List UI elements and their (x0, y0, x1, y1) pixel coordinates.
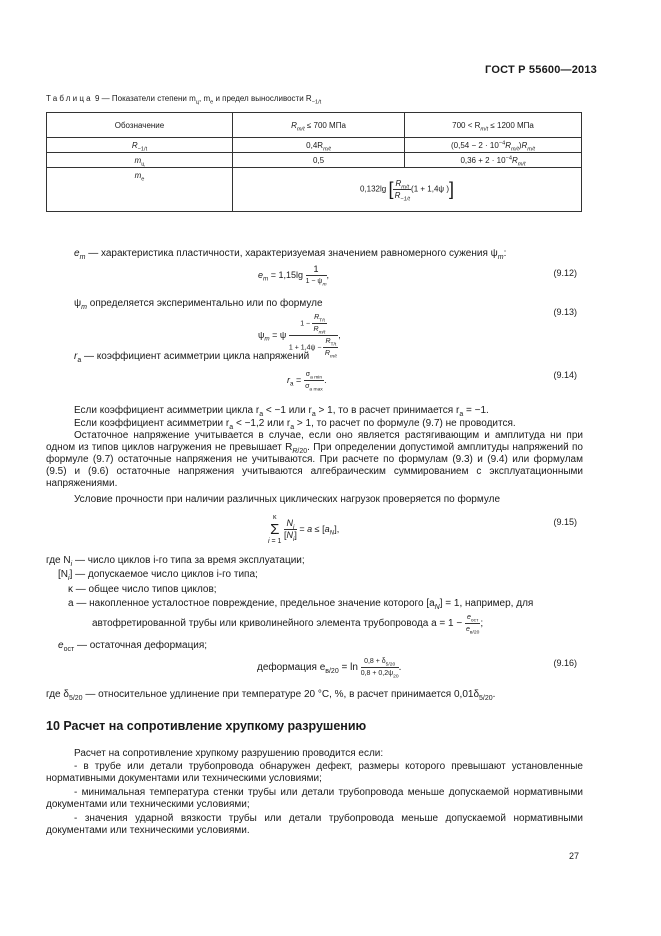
paragraph-p4: Если коэффициент асимметрии цикла $r_a < -1$ или $r_a > 1$, то в расчет принимается $r_a = -1$. (74, 405, 489, 418)
eq-number: (9.14) (553, 370, 577, 380)
where-kappa: κ — общее число типов циклов; (68, 584, 217, 595)
table-9 (46, 112, 582, 212)
table-caption-label: Таблица (46, 94, 93, 103)
paragraph-p5: Если коэффициент асимметрии $r_a < -1,2$ или $r_a > 1$, то расчет по формуле (9.7) не проводится. (74, 418, 516, 431)
paragraph-ra: $r_a$ — коэффициент асимметрии цикла напряжений (74, 351, 310, 364)
table-row: $R_{-1/t}$ $0,4R_{m/t}$ $(0,54 - 2 \cdot 10^{-4}R_{m/t})R_{m/t}$ (47, 138, 582, 153)
table-row: $m_e$ 0,132lg [ $\frac{R_{m/t}}{R_{-1/t}}$ (1 + 1,4ψ )] (47, 168, 582, 212)
document-id: ГОСТ Р 55600—2013 (485, 64, 597, 76)
where-ni-allowed: $[N_i]$ — допускаемое число циклов i-го типа; (58, 569, 258, 582)
paragraph-p7: Условие прочности при наличии различных циклических нагрузок проверяется по формуле (74, 494, 501, 505)
eq-number: (9.15) (553, 517, 577, 527)
formula-9-12: $e_m = 1,15\lg$ $\frac{1}{1 - \psi_m}$ , (258, 264, 330, 288)
section-10-item: - в трубе или детали трубопровода обнаружен дефект, размеры которого превышают установленные нормативными документами или техническими условиями; (46, 761, 583, 784)
section-10-intro: Расчет на сопротивление хрупкому разрушению проводится если: (74, 748, 384, 759)
formula-9-13: $\psi_m = \psi$ 1 − $\frac{R_{T/t}}{R_{m/t}}$ 1 + 1,4ψ − $\frac{R_{T/t}}{R_{m/t}}$ , (258, 314, 341, 360)
eq-number: (9.13) (553, 307, 577, 317)
where-a: a — накопленное усталостное повреждение, предельное значение которого $[a_N] = 1$, например, для (68, 598, 534, 611)
section-10-item: - значения ударной вязкости трубы или детали трубопровода меньше допускаемой нормативными документами или техническими условиями. (46, 813, 583, 836)
formula-9-15: κ Σ i = 1 $\frac{N_i}{[N_i]}$ = $a \le [a_N]$, (268, 514, 340, 545)
formula-9-14: $r_a$ = $\frac{\sigma_{a min}}{\sigma_{a max}}$ . (287, 371, 327, 393)
header-col2: $700 < R_{m/t} \le 1200$ МПа (405, 113, 582, 138)
section-10-item: - минимальная температура стенки трубы или детали трубопровода меньше допускаемой нормативными документами или техническими условиями; (46, 787, 583, 810)
table-header-row (47, 113, 582, 138)
paragraph-p6: Остаточное напряжение учитывается в случае, если оно является растягивающим и амплитуда ни при одном из типов циклов нагружения не превышает $R_{R/20}$. При определении допустимой амплитуды напряжений по формуле (9.7) остаточные напряжения не учитываются. При расчете по формулам (9.3) и (9.4) или формулам (9.5) и (9.6) остаточные напряжения учитываются алгебраическим суммированием с эксплуатационными напряжениями. (46, 430, 583, 489)
paragraph-em: $e_m$ — характеристика пластичности, характеризуемая значением равномерного сужения $\psi_m$: (74, 248, 507, 261)
header-designation: Обозначение (47, 113, 233, 138)
section-10-heading: 10 Расчет на сопротивление хрупкому разрушению (46, 719, 367, 733)
page-number: 27 (568, 851, 579, 861)
where-delta: где $\delta_{5/20}$ — относительное удлинение при температуре 20 °С, %, в расчет принимается $0,01\delta_{5/20}$. (46, 689, 496, 702)
table-caption: Таблица 9 — Показатели степени $m_ц$, $m_е$ и предел выносливости $R_{-1/t}$ (46, 94, 322, 106)
where-ni: где $N_i$ — число циклов i-го типа за время эксплуатации; (46, 555, 305, 568)
table-row: $m_ц$ 0,5 $0,36 + 2 \cdot 10^{-4}R_{m/t}$ (47, 153, 582, 168)
eq-number: (9.16) (553, 658, 577, 668)
eq-number: (9.12) (553, 268, 577, 278)
paragraph-psi: $\psi_m$ определяется экспериментально или по формуле (74, 298, 323, 311)
where-eost: $e_{ост}$ — остаточная деформация; (58, 640, 208, 653)
header-col1: $R_{m/t} \le 700$ МПа (233, 113, 405, 138)
formula-9-16: деформация $e_{в/20} = \ln$ $\frac{0,8 + \delta_{5/20}}{0,8 + 0,2\psi_{20}}$ . (257, 658, 402, 680)
where-a-cont: автофретированной трубы или криволинейного элемента трубопровода a = 1 − $\frac{e_{ост}}{e_{в/20}}$ ; (92, 614, 484, 636)
